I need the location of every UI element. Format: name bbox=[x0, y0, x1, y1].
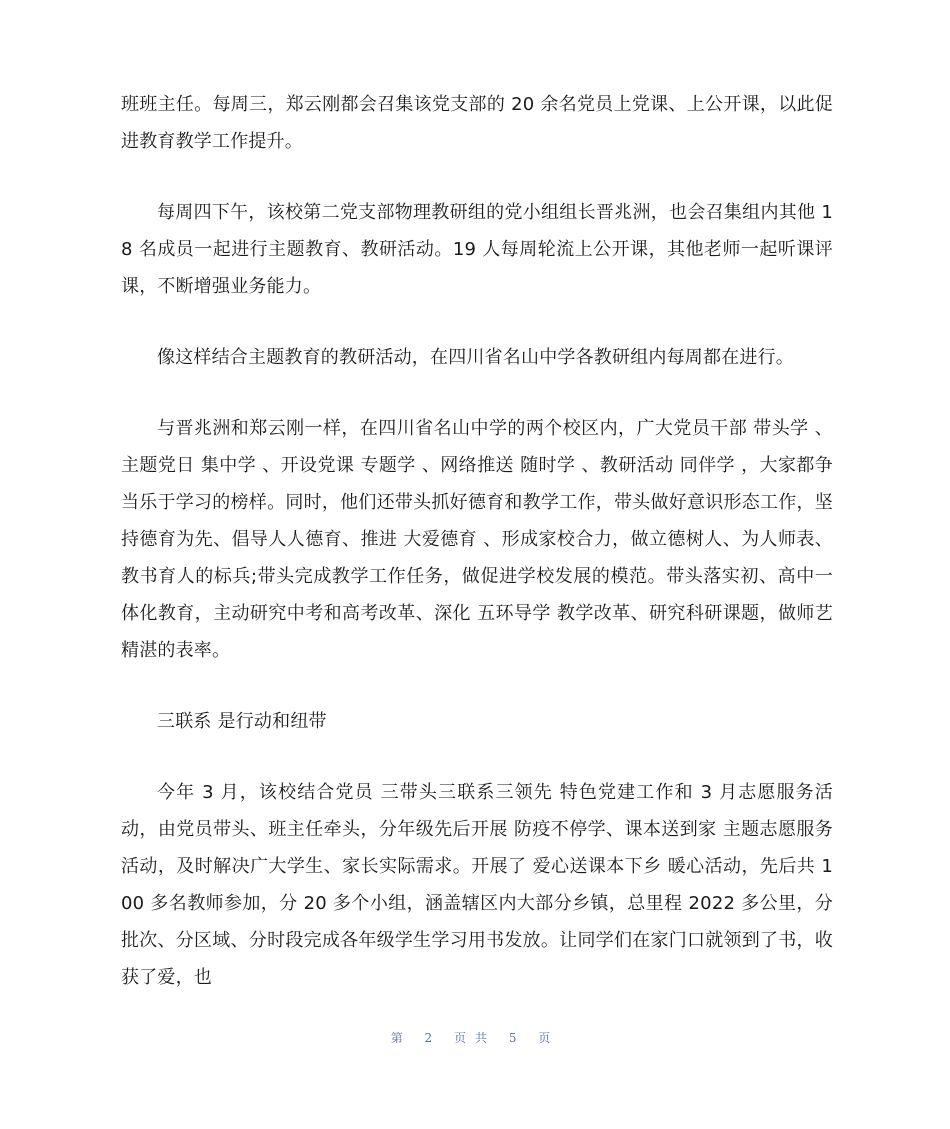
section-heading: 三联系 是行动和纽带 bbox=[157, 711, 327, 732]
paragraph-gap bbox=[121, 740, 833, 774]
paragraph-gap bbox=[121, 376, 833, 410]
paragraph-3: 像这样结合主题教育的教研活动，在四川省名山中学各教研组内每周都在进行。 bbox=[157, 347, 794, 368]
document-body bbox=[121, 86, 833, 996]
paragraph-1: 班班主任。每周三，郑云刚都会召集该党支部的 20 余名党员上党课、上公开课，以此促进教育教学工作提升。 bbox=[121, 94, 833, 152]
paragraph-gap bbox=[121, 669, 833, 703]
page-number-footer: 第 2 页共 5 页 bbox=[390, 1031, 560, 1045]
paragraph-6: 今年 3 月，该校结合党员 三带头三联系三领先 特色党建工作和 3 月志愿服务活动，由党员带头、班主任牵头，分年级先后开展 防疫不停学、课本送到家 主题志愿服务活动，及时解决广大学生、家长实际需求。开展了 爱心送课本下乡 暖心活动，先后共 100 多名教师参加，分 20 多个小组，涵盖辖区内大部分乡镇，总里程 2022 多公里，分批次、分区域、分时段完成各年级学生学习用书发放。让同学们在家门口就领到了书，收获了爱，也 bbox=[121, 782, 833, 988]
paragraph-2: 每周四下午，该校第二党支部物理教研组的党小组组长晋兆洲，也会召集组内其他 18 名成员一起进行主题教育、教研活动。19 人每周轮流上公开课，其他老师一起听课评课，不断增强业务能力。 bbox=[121, 202, 833, 297]
paragraph-gap bbox=[121, 160, 833, 194]
paragraph-4: 与晋兆洲和郑云刚一样，在四川省名山中学的两个校区内，广大党员干部 带头学 、主题党日 集中学 、开设党课 专题学 、网络推送 随时学 、教研活动 同伴学 ，大家都争当乐于学习的榜样。同时，他们还带头抓好德育和教学工作，带头做好意识形态工作，坚持德育为先、倡导人人德育、推进 大爱德育 、形成家校合力，做立德树人、为人师表、教书育人的标兵;带头完成教学工作任务，做促进学校发展的模范。带头落实初、高中一体化教育，主动研究中考和高考改革、深化 五环导学 教学改革、研究科研课题，做师艺精湛的表率。 bbox=[121, 418, 833, 661]
paragraph-gap bbox=[121, 305, 833, 339]
